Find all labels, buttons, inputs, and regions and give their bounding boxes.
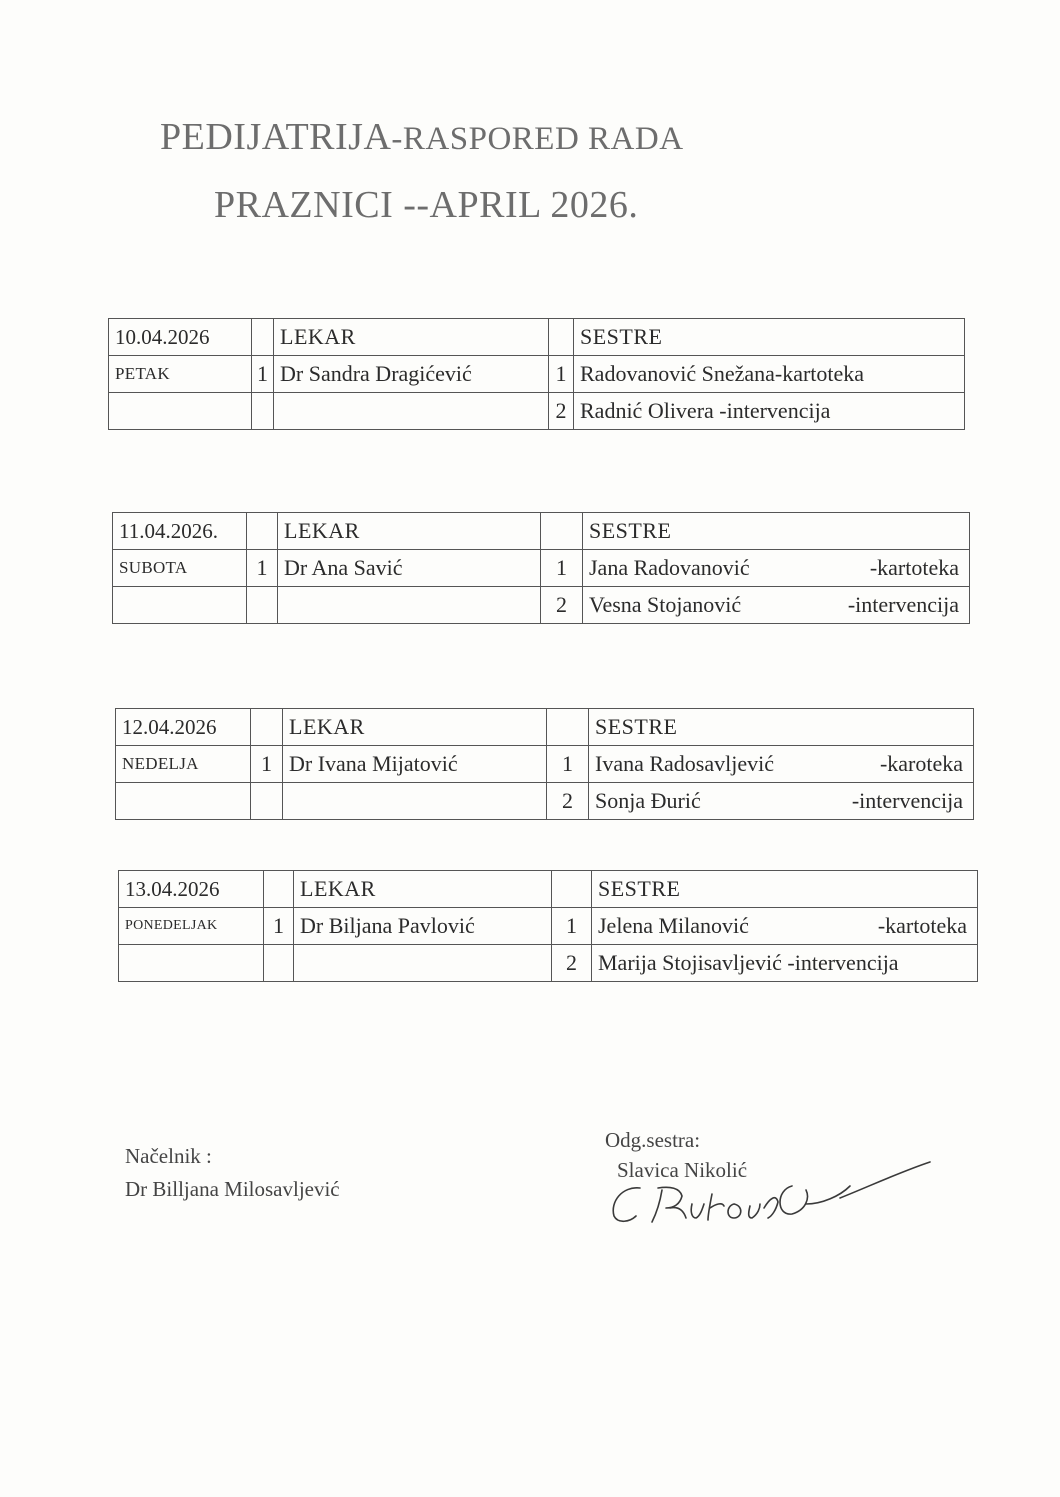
doctor-number: 1 — [252, 356, 274, 393]
schedule-date: 12.04.2026 — [116, 709, 251, 746]
nurse-entry — [592, 908, 978, 945]
nurse-number: 2 — [547, 783, 589, 820]
schedule-day: NEDELJA — [116, 746, 251, 783]
page-subtitle: PRAZNICI --APRIL 2026. — [214, 184, 639, 226]
nurse-name: Radnić Olivera -intervencija — [580, 398, 831, 423]
chief-block — [125, 1140, 340, 1206]
nurse-entry — [589, 783, 974, 820]
nurse-name: Marija Stojisavljević -intervencija — [598, 950, 899, 975]
nurses-header: SESTRE — [589, 709, 974, 746]
doctor-name: Dr Ana Savić — [278, 550, 541, 587]
nurse-role: -intervencija — [851, 788, 963, 813]
nurse-name: Sonja Đurić — [595, 788, 701, 813]
schedule-date: 11.04.2026. — [113, 513, 247, 550]
handwritten-signature — [600, 1158, 940, 1238]
schedule-date: 13.04.2026 — [119, 871, 264, 908]
schedule-table — [112, 512, 970, 624]
doctor-header: LEKAR — [283, 709, 547, 746]
nurse-name: Jelena Milanović — [598, 913, 749, 938]
nurse-role: -intervencija — [847, 592, 959, 617]
nurse-name: Jana Radovanović — [589, 555, 750, 580]
nurse-number: 2 — [549, 393, 574, 430]
schedule-day: PONEDELJAK — [119, 908, 264, 945]
page-title — [160, 118, 684, 156]
nurse-number: 1 — [552, 908, 592, 945]
nurse-entry — [583, 550, 970, 587]
doctor-header: LEKAR — [278, 513, 541, 550]
nurse-number: 1 — [541, 550, 583, 587]
doctor-number: 1 — [251, 746, 283, 783]
nurses-header: SESTRE — [592, 871, 978, 908]
nurse-name: Vesna Stojanović — [589, 592, 742, 617]
schedule-day: SUBOTA — [113, 550, 247, 587]
nurse-role: -kartoteka — [877, 913, 967, 938]
nurse-entry — [574, 356, 965, 393]
schedule-table — [118, 870, 978, 982]
title-rest: -RASPORED RADA — [391, 121, 684, 157]
doctor-name: Dr Ivana Mijatović — [283, 746, 547, 783]
schedule-table — [115, 708, 974, 820]
schedule-date: 10.04.2026 — [109, 319, 252, 356]
title-main: PEDIJATRIJA — [160, 116, 392, 158]
chief-label: Načelnik : — [125, 1144, 212, 1168]
doctor-number: 1 — [247, 550, 278, 587]
doctor-number: 1 — [264, 908, 294, 945]
head-nurse-name: Slavica Nikolić — [617, 1158, 748, 1182]
nurse-role: -kartoteka — [869, 555, 959, 580]
nurses-header: SESTRE — [574, 319, 965, 356]
nurse-number: 2 — [552, 945, 592, 982]
doctor-name: Dr Biljana Pavlović — [294, 908, 552, 945]
nurse-entry — [589, 746, 974, 783]
nurse-number: 1 — [547, 746, 589, 783]
doctor-header: LEKAR — [274, 319, 549, 356]
nurse-entry — [592, 945, 978, 982]
nurse-entry — [583, 587, 970, 624]
nurse-name: Radovanović Snežana-kartoteka — [580, 361, 865, 386]
head-nurse-label: Odg.sestra: — [605, 1128, 701, 1152]
doctor-name: Dr Sandra Dragićević — [274, 356, 549, 393]
nurse-number: 1 — [549, 356, 574, 393]
doctor-header: LEKAR — [294, 871, 552, 908]
schedule-table — [108, 318, 965, 430]
nurse-entry — [574, 393, 965, 430]
nurse-name: Ivana Radosavljević — [595, 751, 774, 776]
chief-name: Dr Billjana Milosavljević — [125, 1177, 340, 1201]
schedule-day: PETAK — [109, 356, 252, 393]
nurses-header: SESTRE — [583, 513, 970, 550]
nurse-number: 2 — [541, 587, 583, 624]
nurse-role: -karoteka — [879, 751, 963, 776]
